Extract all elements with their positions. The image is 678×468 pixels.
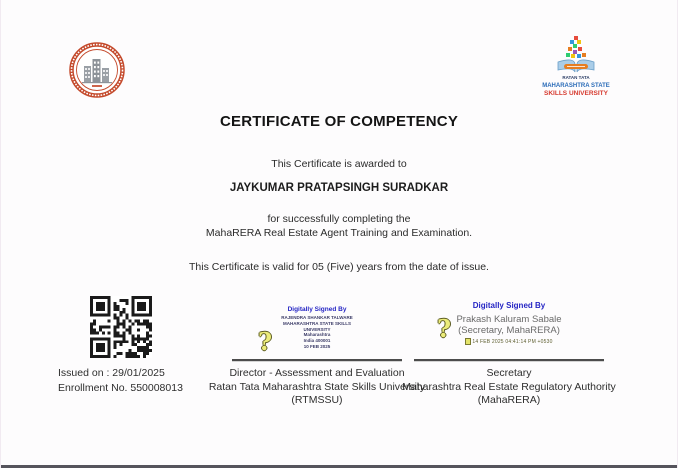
qr-code <box>90 296 152 358</box>
role-org-abbr: (MahaRERA) <box>477 394 541 406</box>
certificate-title: CERTIFICATE OF COMPETENCY <box>219 113 459 130</box>
role-title: Secretary <box>486 367 532 379</box>
skills-university-logo <box>534 34 618 100</box>
univ-logo-line3: SKILLS UNIVERSITY <box>544 90 608 97</box>
cert-line: RAJENDRA SHANKAR TALWARE <box>281 315 353 320</box>
signature-line <box>232 359 402 362</box>
completion-line1: for successfully completing the <box>267 213 411 225</box>
role-title: Director - Assessment and Evaluation <box>229 367 405 379</box>
secretary-role-block <box>398 367 620 408</box>
recipient-name: JAYKUMAR PRATAPSINGH SURADKAR <box>229 182 449 194</box>
awarded-to-label: This Certificate is awarded to <box>271 158 407 170</box>
maharera-seal-logo <box>69 42 125 98</box>
signer-name-line2: (Secretary, MahaRERA) <box>458 325 560 336</box>
digitally-signed-label: Digitally Signed By <box>472 301 546 310</box>
univ-logo-line1: RATAN TATA <box>562 75 590 80</box>
cert-line: Maharashtra <box>303 332 331 338</box>
cert-line: MAHARASHTRA STATE SKILLS <box>283 320 351 326</box>
issue-info <box>58 366 183 396</box>
broken-image-placeholder-icon: ? <box>437 314 452 343</box>
broken-image-placeholder-icon: ? <box>258 327 273 356</box>
univ-logo-line2: MAHARASHTRA STATE <box>542 83 610 89</box>
enrollment-no: Enrollment No. 550008013 <box>58 382 183 394</box>
cert-line: UNIVERSITY <box>303 326 331 332</box>
completion-line2: MahaRERA Real Estate Agent Training and Examination. <box>205 227 473 239</box>
validity-text: This Certificate is valid for 05 (Five) years from the date of issue. <box>189 261 489 273</box>
signer-name-line1: Prakash Kaluram Sabale <box>456 314 562 325</box>
issued-on: Issued on : 29/01/2025 <box>58 367 165 379</box>
digitally-signed-label: Digitally Signed By <box>287 306 347 313</box>
role-org: Maharashtra Real Estate Regulatory Authority <box>402 380 616 393</box>
cert-line: 10 FEB 2025 <box>303 343 331 349</box>
signature-line <box>414 359 604 362</box>
role-org-abbr: (RTMSSU) <box>291 394 343 406</box>
cube-stack-icon <box>566 36 586 58</box>
role-org: Ratan Tata Maharashtra State Skills University <box>208 380 426 393</box>
cert-line: India 400001 <box>303 338 331 344</box>
orange-banner-icon <box>564 64 588 69</box>
completion-text <box>1 212 677 240</box>
timestamp-icon <box>465 338 471 345</box>
timestamp-text: 14 FEB 2025 04:41:14 PM +0530 <box>472 338 553 345</box>
